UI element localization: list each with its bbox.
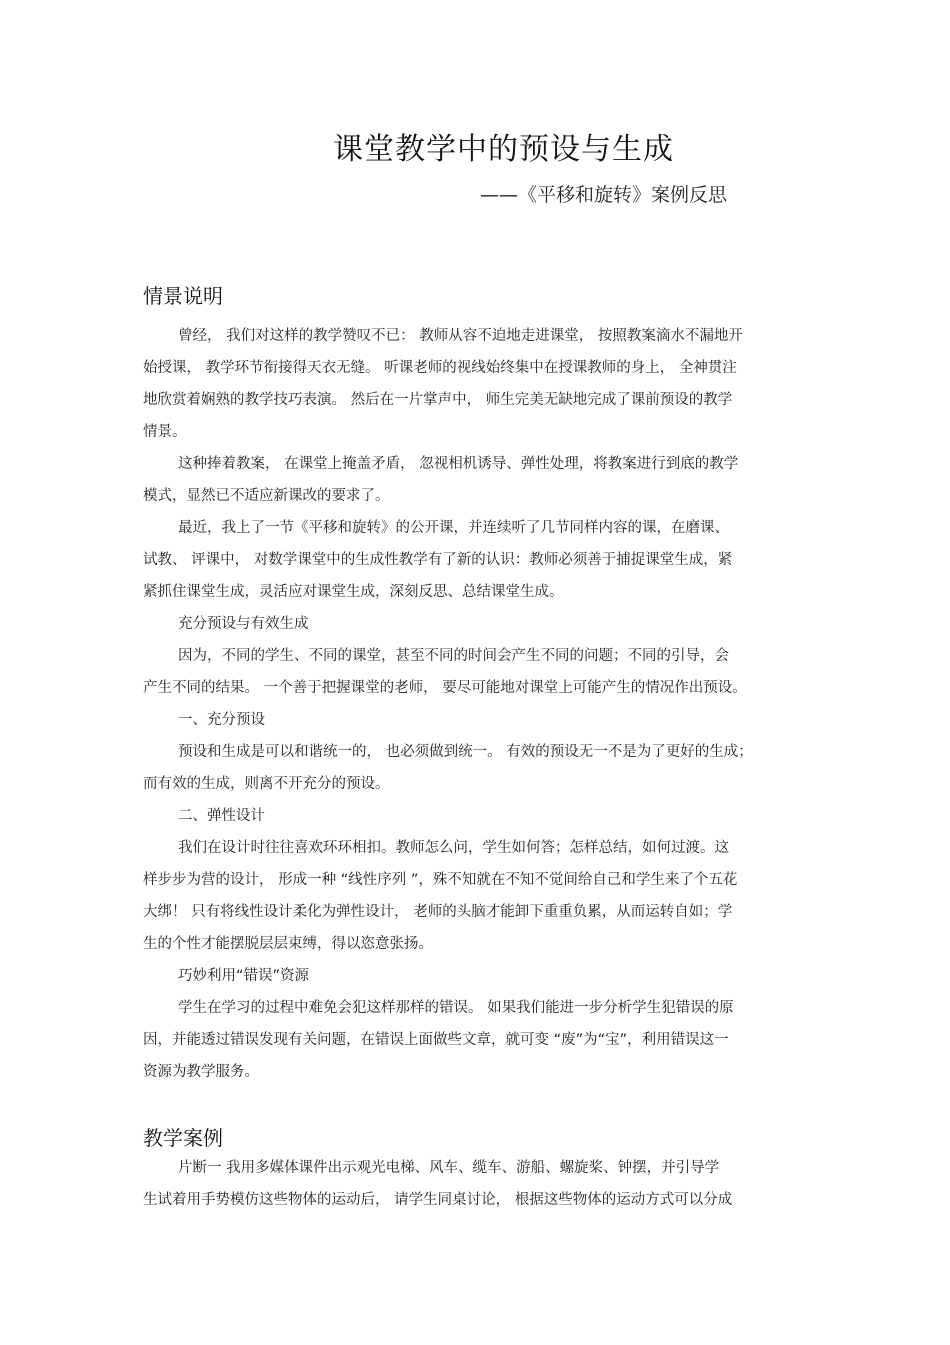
text-line: 大绑！ 只有将线性设计柔化为弹性设计， 老师的头脑才能卸下重重负累，从而运转自如；学 — [143, 904, 733, 920]
text-line: 曾经， 我们对这样的教学赞叹不已： 教师从容不迫地走进课堂， 按照教案滴水不漏地开 — [178, 328, 743, 344]
text-line: 因为，不同的学生、不同的课堂，甚至不同的时间会产生不同的问题；不同的引导，会 — [178, 648, 729, 664]
text-line: 资源为教学服务。 — [143, 1064, 259, 1080]
text-line: 情景。 — [143, 424, 187, 440]
text-line: 预设和生成是可以和谐统一的， 也必须做到统一。 有效的预设无一不是为了更好的生成； — [178, 744, 753, 760]
text-line: 模式，显然已不适应新课改的要求了。 — [143, 488, 390, 504]
document-title: 课堂教学中的预设与生成 — [333, 132, 674, 167]
text-line: 学生在学习的过程中难免会犯这样那样的错误。 如果我们能进一步分析学生犯错误的原 — [178, 1000, 734, 1016]
text-line: 生的个性才能摆脱层层束缚，得以恣意张扬。 — [143, 936, 433, 952]
text-line: 因，并能透过错误发现有关问题，在错误上面做些文章，就可变 “废”为“宝”，利用错误这一 — [143, 1032, 729, 1048]
subheading-line: 充分预设与有效生成 — [178, 616, 309, 632]
text-line: 最近，我上了一节《平移和旋转》的公开课，并连续听了几节同样内容的课，在磨课、 — [178, 520, 729, 536]
text-line: 样步步为营的设计， 形成一种 “线性序列 ”，殊不知就在不知不觉间给自己和学生来了个五花 — [143, 872, 738, 888]
section-heading-case: 教学案例 — [143, 1126, 223, 1150]
text-line: 而有效的生成，则离不开充分的预设。 — [143, 776, 390, 792]
section-heading-scenario: 情景说明 — [143, 284, 223, 308]
subheading-line: 巧妙利用“错误”资源 — [178, 968, 310, 984]
document-subtitle: ——《平移和旋转》案例反思 — [480, 184, 728, 206]
text-line: 片断一 我用多媒体课件出示观光电梯、风车、缆车、游船、螺旋桨、钟摆，并引导学 — [178, 1160, 720, 1176]
text-line: 始授课， 教学环节衔接得天衣无缝。 听课老师的视线始终集中在授课教师的身上， 全神贯注 — [143, 360, 737, 376]
text-line: 我们在设计时往往喜欢环环相扣。教师怎么问，学生如何答；怎样总结，如何过渡。这 — [178, 840, 729, 856]
text-line: 紧抓住课堂生成，灵活应对课堂生成，深刻反思、总结课堂生成。 — [143, 584, 564, 600]
subheading-line: 一、充分预设 — [178, 712, 265, 728]
text-line: 试教、 评课中， 对数学课堂中的生成性教学有了新的认识：教师必须善于捕捉课堂生成，紧 — [143, 552, 733, 568]
text-line: 产生不同的结果。 一个善于把握课堂的老师， 要尽可能地对课堂上可能产生的情况作出预设。 — [143, 680, 747, 696]
text-line: 这种捧着教案， 在课堂上掩盖矛盾， 忽视相机诱导、弹性处理，将教案进行到底的教学 — [178, 456, 739, 472]
subheading-line: 二、弹性设计 — [178, 808, 265, 824]
text-line: 生试着用手势模仿这些物体的运动后， 请学生同桌讨论， 根据这些物体的运动方式可以分成 — [143, 1192, 733, 1208]
text-line: 地欣赏着娴熟的教学技巧表演。 然后在一片掌声中， 师生完美无缺地完成了课前预设的教学 — [143, 392, 733, 408]
